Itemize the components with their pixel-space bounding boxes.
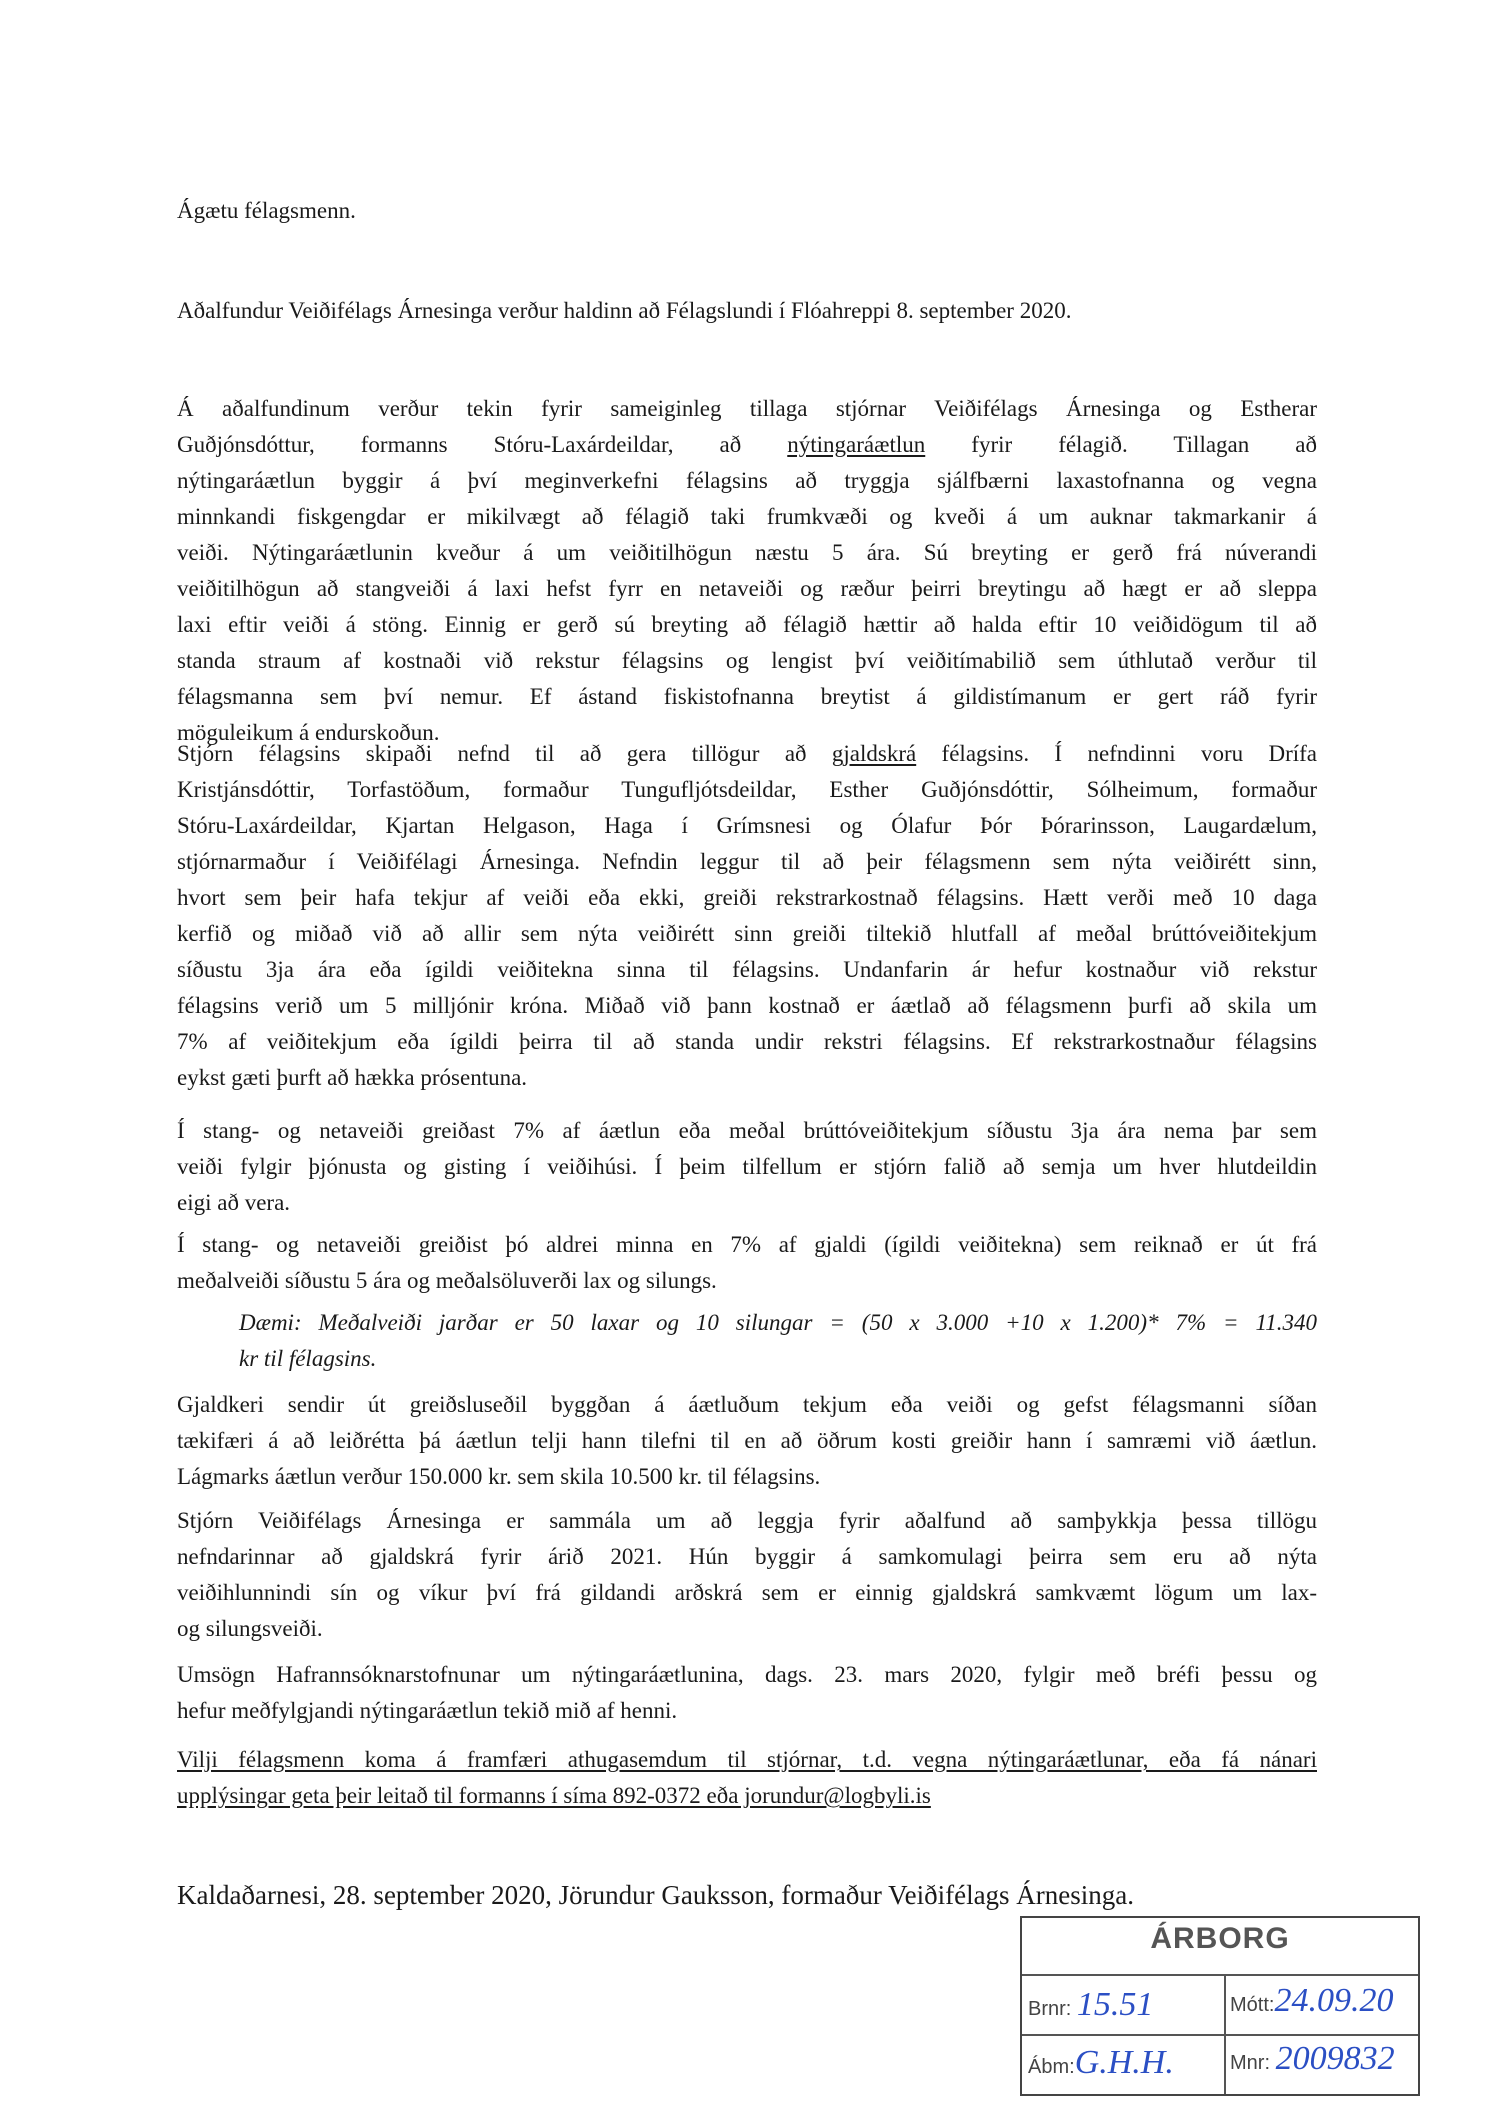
text-line: Umsögn Hafrannsóknarstofnunar um nýtingaráætlunina, dags. 23. mars 2020, fylgir með bréfi þessu og: [177, 1662, 1317, 1687]
text-line: hvort sem þeir hafa tekjur af veiði eða ekki, greiði rekstrarkostnað félagsins. Hætt verði með 10 daga: [177, 885, 1317, 910]
paragraph-stang-netaveidi: [177, 1113, 1317, 1221]
intro-line: Aðalfundur Veiðifélags Árnesinga verður haldinn að Félagslundi í Flóahreppi 8. september 2020.: [177, 298, 1072, 323]
text-line: laxi eftir veiði á stöng. Einnig er gerð sú breyting að félagið hættir að halda eftir 10 veiðidögum til að: [177, 612, 1317, 637]
text-line: 7% af veiðitekjum eða ígildi þeirra til að standa undir rekstri félagsins. Ef rekstrarkostnaður félagsins: [177, 1029, 1317, 1054]
text-line: minnkandi fiskgengdar er mikilvægt að félagið taki frumkvæði og kveði á um auknar takmarkanir á: [177, 504, 1317, 529]
text-line: Lágmarks áætlun verður 150.000 kr. sem skila 10.500 kr. til félagsins.: [177, 1464, 821, 1489]
paragraph-nytingaraaetlun: [177, 391, 1317, 751]
text-line: hefur meðfylgjandi nýtingaráætlun tekið mið af henni.: [177, 1698, 678, 1723]
text-line: Stjórn Veiðifélags Árnesinga er sammála um að leggja fyrir aðalfund að samþykkja þessa tillögu: [177, 1508, 1317, 1533]
stamp-mnr-value: 2009832: [1275, 2040, 1395, 2077]
text-line: veiði fylgir þjónusta og gisting í veiðihúsi. Í þeim tilfellum er stjórn falið að semja um hver hlutdeildin: [177, 1154, 1317, 1179]
stamp-abm-value: G.H.H.: [1074, 2044, 1174, 2081]
text-line: Á aðalfundinum verður tekin fyrir sameiginleg tillaga stjórnar Veiðifélags Árnesinga og Estherar: [177, 396, 1317, 421]
text-line: standa straum af kostnaði við rekstur félagsins og lengist því veiðitímabilið sem úthlutað verður til: [177, 648, 1317, 673]
text-line: síðustu 3ja ára eða ígildi veiðitekna sinna til félagsins. Undanfarin ár hefur kostnaður við rekstur: [177, 957, 1317, 982]
stamp-mott-value: 24.09.20: [1274, 1982, 1394, 2019]
greeting: Ágætu félagsmenn.: [177, 198, 356, 223]
text-line: eigi að vera.: [177, 1190, 291, 1215]
stamp-mnr-label: Mnr:: [1230, 2052, 1270, 2074]
stamp-mott-label: Mótt:: [1230, 1994, 1275, 2016]
closing-signature-line: Kaldaðarnesi, 28. september 2020, Jörundur Gauksson, formaður Veiðifélags Árnesinga.: [177, 1880, 1135, 1910]
stamp-title: ÁRBORG: [1150, 1922, 1290, 1955]
paragraph-gjaldkeri: [177, 1387, 1317, 1495]
text-line: möguleikum á endurskoðun.: [177, 720, 440, 745]
text-line: félagsmanna sem því nemur. Ef ástand fiskistofnanna breytist á gildistímanum er gert ráð fyrir: [177, 684, 1317, 709]
text-line: Gjaldkeri sendir út greiðsluseðil byggðan á áætluðum tekjum eða veiði og gefst félagsmanni síðan: [177, 1392, 1317, 1417]
text-line: Í stang- og netaveiði greiðist þó aldrei minna en 7% af gjaldi (ígildi veiðitekna) sem reiknað er út frá: [177, 1232, 1317, 1257]
paragraph-minimum-fee: [177, 1227, 1317, 1299]
paragraph-umsogn: [177, 1657, 1317, 1729]
text-line: Vilji félagsmenn koma á framfæri athugasemdum til stjórnar, t.d. vegna nýtingaráætlunar, eða fá nánari: [177, 1747, 1317, 1772]
text-line: nefndarinnar að gjaldskrá fyrir árið 2021. Hún byggir á samkomulagi þeirra sem eru að nýta: [177, 1544, 1317, 1569]
stamp-brnr-value: 15.51: [1076, 1986, 1154, 2023]
text-line: meðalveiði síðustu 5 ára og meðalsöluverði lax og silungs.: [177, 1268, 717, 1293]
text-line: kr til félagsins.: [239, 1346, 377, 1371]
text-line: veiði. Nýtingaráætlunin kveður á um veiðitilhögun næstu 5 ára. Sú breyting er gerð frá núverandi: [177, 540, 1317, 565]
text-line: Í stang- og netaveiði greiðast 7% af áætlun eða meðal brúttóveiðitekjum síðustu 3ja ára nema þar sem: [177, 1118, 1317, 1143]
text-line: Stóru-Laxárdeildar, Kjartan Helgason, Haga í Grímsnesi og Ólafur Þór Þórarinsson, Laugardælum,: [177, 813, 1317, 838]
underlined-term: gjaldskrá: [831, 741, 917, 766]
text-line: tækifæri á að leiðrétta þá áætlun telji hann tilefni til en að öðrum kosti greiðir hann í samræmi við áætlun.: [177, 1428, 1317, 1453]
text-line: nýtingaráætlun byggir á því meginverkefni félagsins að tryggja sjálfbærni laxastofnanna og vegna: [177, 468, 1317, 493]
stamp-brnr-label: Brnr:: [1028, 1998, 1072, 2020]
paragraph-stjorn-agreement: [177, 1503, 1317, 1647]
text-line: kerfið og miðað við að allir sem nýta veiðirétt sinn greiði tiltekið hlutfall af meðal brúttóveiðitekjum: [177, 921, 1317, 946]
received-stamp: [1020, 1916, 1420, 2096]
text-line: stjórnarmaður í Veiðifélagi Árnesinga. Nefndin leggur til að þeir félagsmenn sem nýta veiðirétt sinn,: [177, 849, 1317, 874]
text-line: Guðjónsdóttur, formanns Stóru-Laxárdeildar, að nýtingaráætlun fyrir félagið. Tillagan að: [177, 432, 1317, 457]
text-line: félagsins verið um 5 milljónir króna. Miðað við þann kostnað er áætlað að félagsmenn þurfi að skila um: [177, 993, 1317, 1018]
text-line: veiðihlunnindi sín og víkur því frá gildandi arðskrá sem er einnig gjaldskrá samkvæmt lögum um lax-: [177, 1580, 1317, 1605]
text-line: veiðitilhögun að stangveiði á laxi hefst fyrr en netaveiði og ræður þeirri breytingu að hægt er að sleppa: [177, 576, 1317, 601]
text-line: og silungsveiði.: [177, 1616, 323, 1641]
example-calculation: [239, 1305, 1317, 1377]
text-line: Dæmi: Meðalveiði jarðar er 50 laxar og 10 silungar = (50 x 3.000 +10 x 1.200)* 7% = 11.340: [239, 1310, 1317, 1335]
text-line: upplýsingar geta þeir leitað til formanns í síma 892-0372 eða jorundur@logbyli.is: [177, 1783, 931, 1808]
stamp-abm-label: Ábm:: [1028, 2056, 1075, 2078]
text-line: Kristjánsdóttir, Torfastöðum, formaður Tungufljótsdeildar, Esther Guðjónsdóttir, Sólheimum, formaður: [177, 777, 1317, 802]
text-line: eykst gæti þurft að hækka prósentuna.: [177, 1065, 528, 1090]
paragraph-gjaldskra-committee: [177, 736, 1317, 1096]
paragraph-contact: [177, 1742, 1317, 1814]
underlined-term: nýtingaráætlun: [787, 432, 926, 457]
text-line: Stjórn félagsins skipaði nefnd til að gera tillögur að gjaldskrá félagsins. Í nefndinni voru Drífa: [177, 741, 1317, 766]
